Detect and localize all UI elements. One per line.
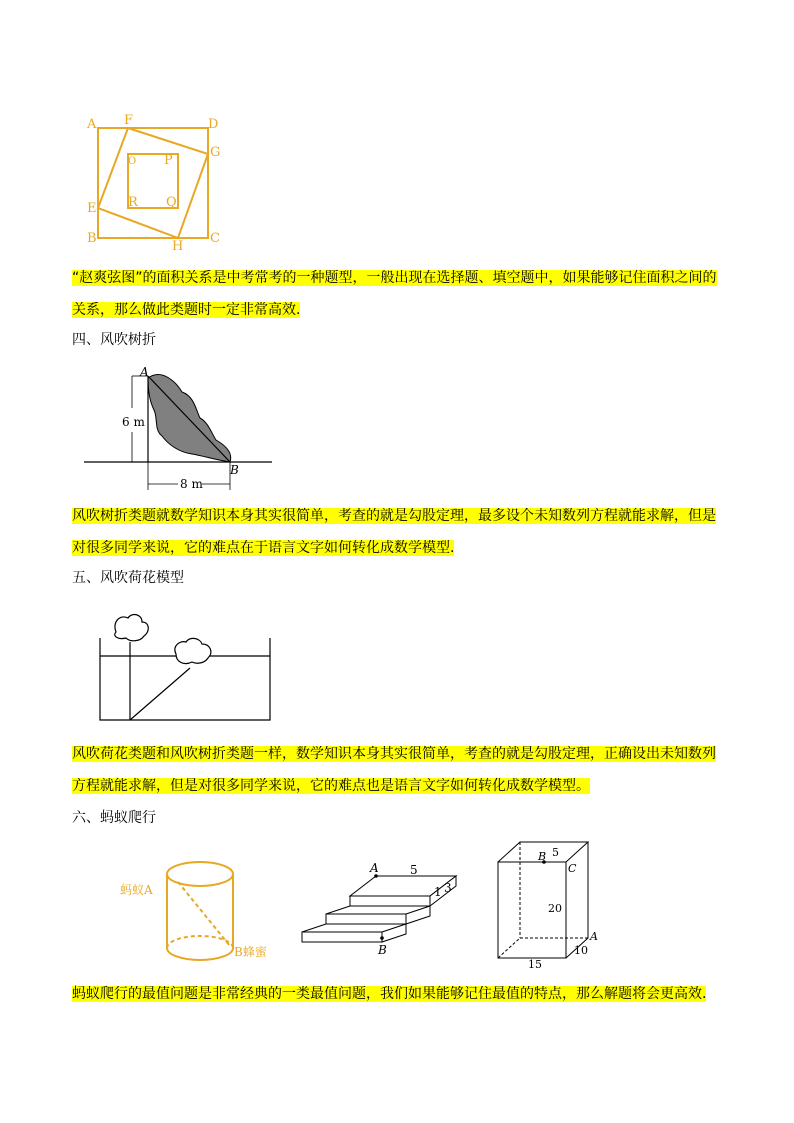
stairs-label-a: A xyxy=(370,862,379,875)
label-d: D xyxy=(208,117,219,132)
stairs-figure xyxy=(298,862,470,958)
paragraph-tree: 风吹树折类题就数学知识本身其实很简单，考查的就是勾股定理，最多设个未知数列方程就能求解，但是对很多同学来说，它的难点在于语言文字如何转化成数学模型. xyxy=(72,508,716,556)
cylinder-label-top: 蚂蚁A xyxy=(120,883,153,897)
lotus-figure xyxy=(96,610,276,726)
label-a: A xyxy=(87,117,97,132)
tree-label-height: 6 m xyxy=(122,415,145,429)
label-f: F xyxy=(124,113,134,128)
box-label-a: A xyxy=(590,930,598,943)
paragraph-ant: 蚂蚁爬行的最值问题是非常经典的一类最值问题，我们如果能够记住最值的特点，那么解题将会更高效. xyxy=(72,986,707,1002)
label-c: C xyxy=(210,231,220,246)
stairs-label-h2: 3 xyxy=(444,881,452,895)
label-g: G xyxy=(210,145,221,160)
cylinder-label-bottom: B蜂蜜 xyxy=(234,945,267,959)
stairs-label-b: B xyxy=(378,943,387,957)
zhao-shuang-figure xyxy=(84,112,234,252)
label-e: E xyxy=(87,201,97,216)
label-o: O xyxy=(128,156,137,167)
paragraph-zhao: “赵爽弦图”的面积关系是中考常考的一种题型，一般出现在选择题、填空题中，如果能够记住面积之间的关系，那么做此类题时一定非常高效. xyxy=(72,270,717,318)
tree-label-b: B xyxy=(230,463,239,477)
box-label-c: C xyxy=(568,862,577,875)
label-r: R xyxy=(128,195,138,210)
label-p: P xyxy=(164,153,173,168)
stairs-label-h1: 1 xyxy=(434,885,442,899)
box-label-height: 20 xyxy=(548,902,562,915)
label-q: Q xyxy=(166,195,177,210)
box-figure xyxy=(494,838,606,970)
box-label-depth: 10 xyxy=(574,944,588,957)
label-h: H xyxy=(172,239,184,252)
box-label-width: 15 xyxy=(528,958,542,970)
box-label-b: B xyxy=(538,850,547,863)
box-label-top: 5 xyxy=(552,846,559,859)
heading-ant: 六、蚂蚁爬行 xyxy=(72,810,156,826)
label-b: B xyxy=(87,231,97,246)
tree-figure xyxy=(84,364,274,490)
paragraph-lotus: 风吹荷花类题和风吹树折类题一样，数学知识本身其实很简单，考查的就是勾股定理，正确设出未知数列方程就能求解，但是对很多同学来说，它的难点也是语言文字如何转化成数学模型。 xyxy=(72,746,716,794)
heading-lotus: 五、风吹荷花模型 xyxy=(72,570,184,586)
tree-label-width: 8 m xyxy=(180,477,203,490)
heading-tree: 四、风吹树折 xyxy=(72,332,156,348)
cylinder-figure xyxy=(116,856,296,972)
tree-label-a: A xyxy=(140,365,149,379)
stairs-label-w: 5 xyxy=(410,863,418,877)
